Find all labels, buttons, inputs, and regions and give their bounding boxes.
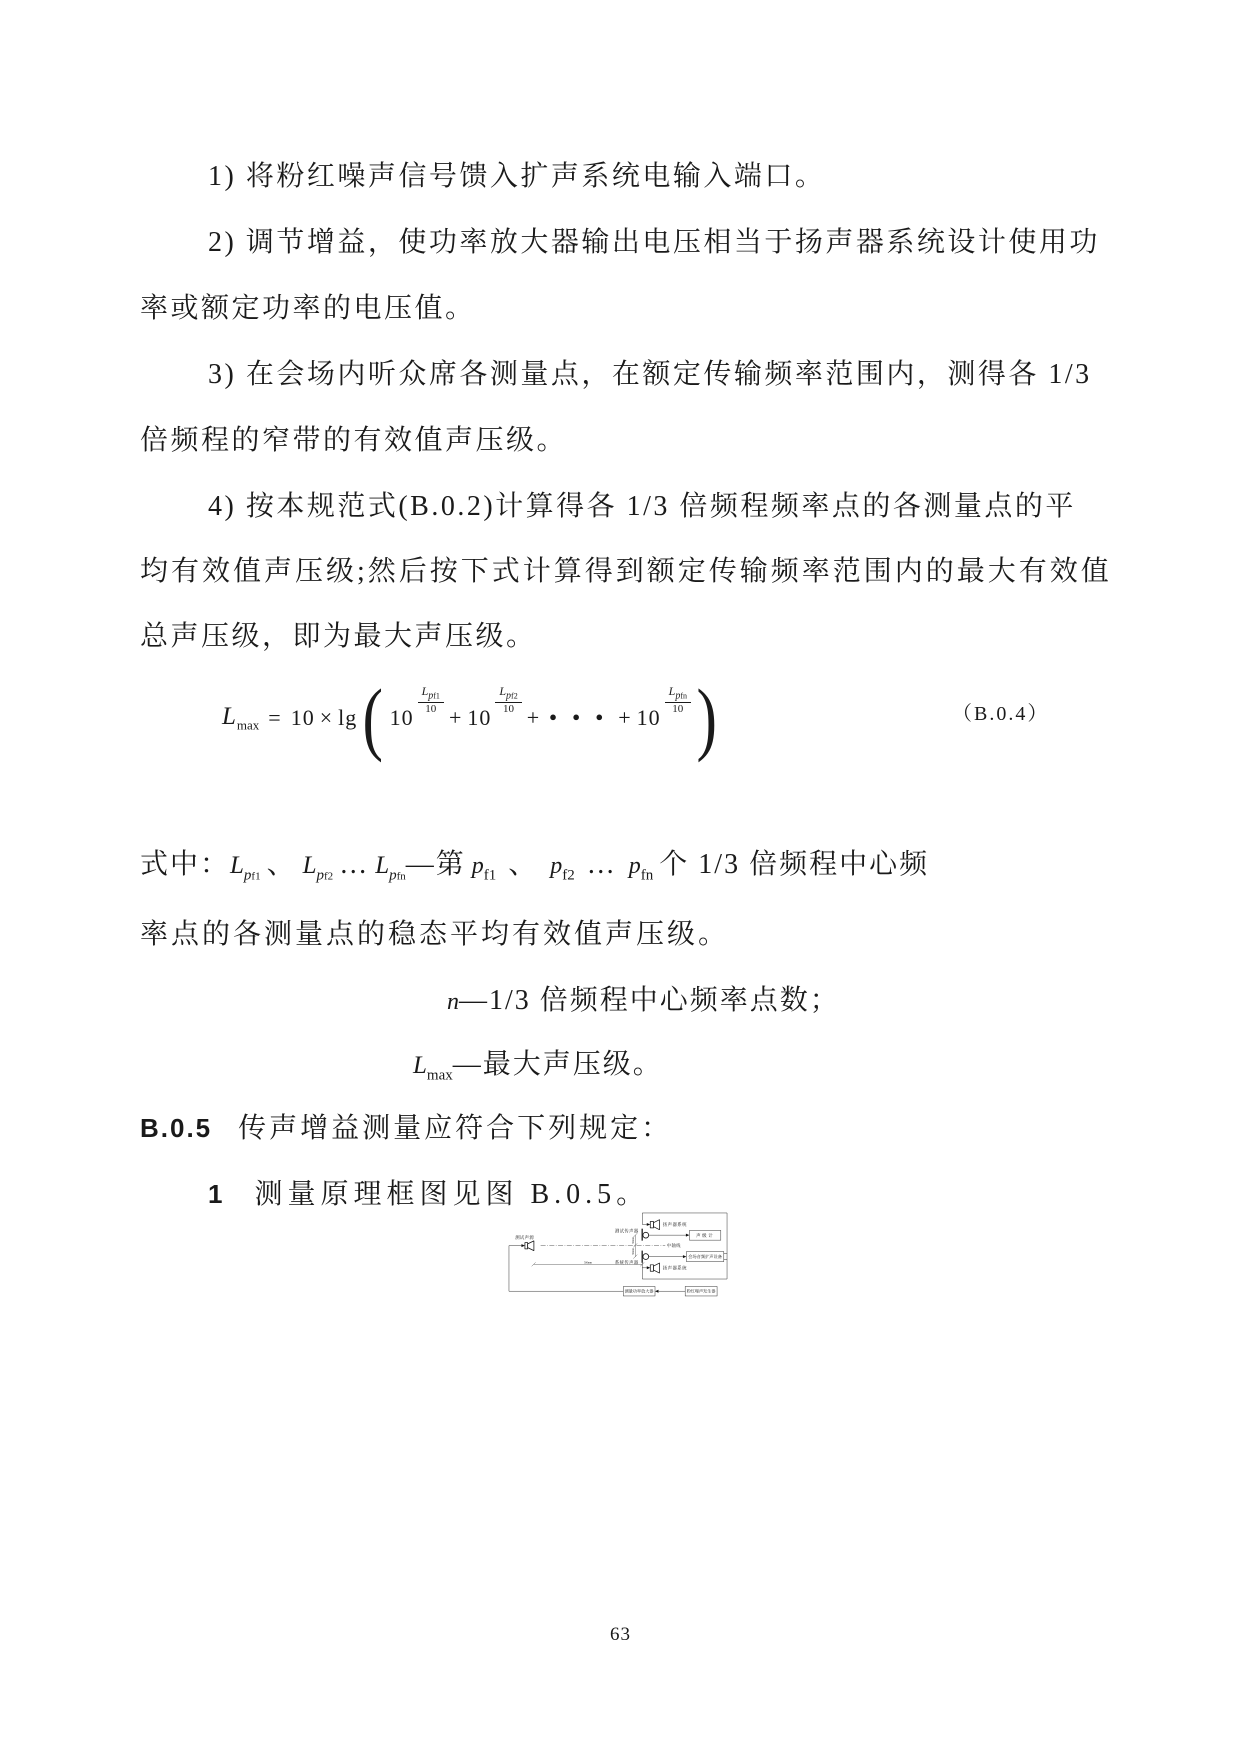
clause-number: B.0.5 [140, 1113, 213, 1143]
speaker-icon-top [650, 1220, 659, 1230]
punct-ellipsis: … [586, 849, 617, 880]
source-feed-wire [509, 1246, 623, 1292]
label-system-mic: 系统传声器 [614, 1259, 639, 1265]
arrow-into-top-speaker [647, 1223, 650, 1226]
label-dim-50-top: 50mm [632, 1237, 636, 1244]
sym-pf2: $p_{f2}$ [550, 853, 575, 884]
para-item2-line1: 2) 调节增益，使功率放大器输出电压相当于扬声器系统设计使用功 [208, 227, 1100, 258]
punct-ellipsis: … [339, 849, 370, 880]
term-1: 10 $\frac{L_{pf1}}{10}$ [390, 703, 444, 734]
where-n-line [447, 978, 840, 1018]
item-text: 测量原理框图见图 B.0.5。 [254, 1179, 650, 1210]
clause-b05 [140, 1106, 672, 1146]
where-lmax-line [413, 1042, 663, 1085]
label-pink-noise: 粉红噪声发生器 [686, 1288, 716, 1294]
sym-pf1: $p_{f1}$ [471, 853, 497, 884]
system-mic-icon [642, 1251, 649, 1263]
formula-b04 [222, 668, 723, 768]
label-speaker-bottom: 扬声器系统 [662, 1265, 688, 1271]
formula-lhs: $L_{max}$ [222, 702, 260, 733]
term-2: 10 $\frac{L_{pf2}}{10}$ [467, 703, 521, 734]
para-item2-line2: 率或额定功率的电压值。 [140, 293, 476, 324]
label-slm: 声级计 [696, 1232, 715, 1238]
sym-Lpf2: $L_{pf2}$ [302, 852, 334, 884]
equals-sign: = [268, 705, 282, 730]
label-venue-amp: 会场音频扩声设备 [688, 1254, 722, 1260]
arrow-into-venue-amp [683, 1255, 686, 1258]
para-item4-line2: 均有效值声压级;然后按下式计算得到额定传输频率范围内的最大有效值 [140, 556, 1112, 587]
sym-Lpfn: $L_{pfn}$ [375, 852, 406, 884]
ellipsis-dots: ● ● ● [549, 709, 610, 724]
where-prefix: 式中： [140, 849, 231, 880]
where-line1 [140, 842, 929, 885]
para-item4-line1: 4) 按本规范式(B.0.2)计算得各 1/3 倍频程频率点的各测量点的平 [208, 491, 1076, 522]
test-mic-icon [642, 1229, 649, 1241]
para-item4-line3: 总声压级，即为最大声压级。 [140, 621, 537, 652]
plus-sign: + [618, 705, 632, 730]
formula-number: （B.0.4） [952, 703, 1050, 725]
close-paren: ) [696, 672, 718, 763]
figure-b05-diagram [0, 1205, 1241, 1605]
times-sign: × [319, 705, 334, 730]
label-center-axis: 中轴线 [666, 1243, 681, 1249]
label-test-source: 测试声源 [515, 1234, 535, 1240]
speaker-icon-bottom [650, 1263, 659, 1273]
lmax-definition: —最大声压级。 [452, 1049, 663, 1080]
where-line2: 率点的各测量点的稳态平均有效值声压级。 [140, 919, 730, 950]
sym-pfn: $p_{fn}$ [628, 853, 654, 884]
sym-Lpf1: $L_{pf1}$ [230, 852, 261, 884]
speaker-icon-test-source [525, 1241, 534, 1251]
arrow-into-bottom-speaker [647, 1266, 650, 1269]
item-number: 1 [208, 1179, 225, 1209]
plus-sign: + [448, 705, 463, 730]
coefficient: 10 [290, 705, 315, 730]
page-number: 63 [610, 1624, 631, 1645]
punct-dun: 、 [508, 849, 539, 880]
label-test-mic: 测试传声器 [614, 1228, 639, 1234]
arrow-into-meas-amp [655, 1290, 658, 1293]
arrow-into-test-source [521, 1244, 524, 1247]
label-speaker-top: 扬声器系统 [662, 1222, 688, 1228]
n-definition: —1/3 倍频程中心频率点数； [459, 985, 840, 1016]
lg-operator: lg [338, 705, 358, 730]
clause-title: 传声增益测量应符合下列规定： [238, 1113, 673, 1144]
term-n: 10 $\frac{L_{pfn}}{10}$ [637, 703, 691, 734]
para-item3-line2: 倍频程的窄带的有效值声压级。 [140, 425, 568, 456]
label-dim-500: 500mm [583, 1261, 592, 1265]
punct-dun: 、 [266, 849, 297, 880]
label-dim-50-bottom: 50mm [632, 1248, 636, 1255]
label-meas-amp: 测量功率放大器 [624, 1288, 654, 1294]
arrow-into-slm [686, 1234, 689, 1237]
open-paren: ( [362, 672, 385, 763]
dash-di: —第 [405, 849, 466, 880]
sym-Lmax: $L_{max}$ [413, 1052, 453, 1084]
where-tail: 个 1/3 倍频程中心频 [659, 849, 930, 880]
plus-sign: + [526, 705, 541, 730]
para-item1: 1) 将粉红噪声信号馈入扩声系统电输入端口。 [208, 161, 826, 192]
para-item3-line1: 3) 在会场内听众席各测量点，在额定传输频率范围内，测得各 1/3 [208, 359, 1092, 390]
sym-n: n [447, 989, 459, 1015]
